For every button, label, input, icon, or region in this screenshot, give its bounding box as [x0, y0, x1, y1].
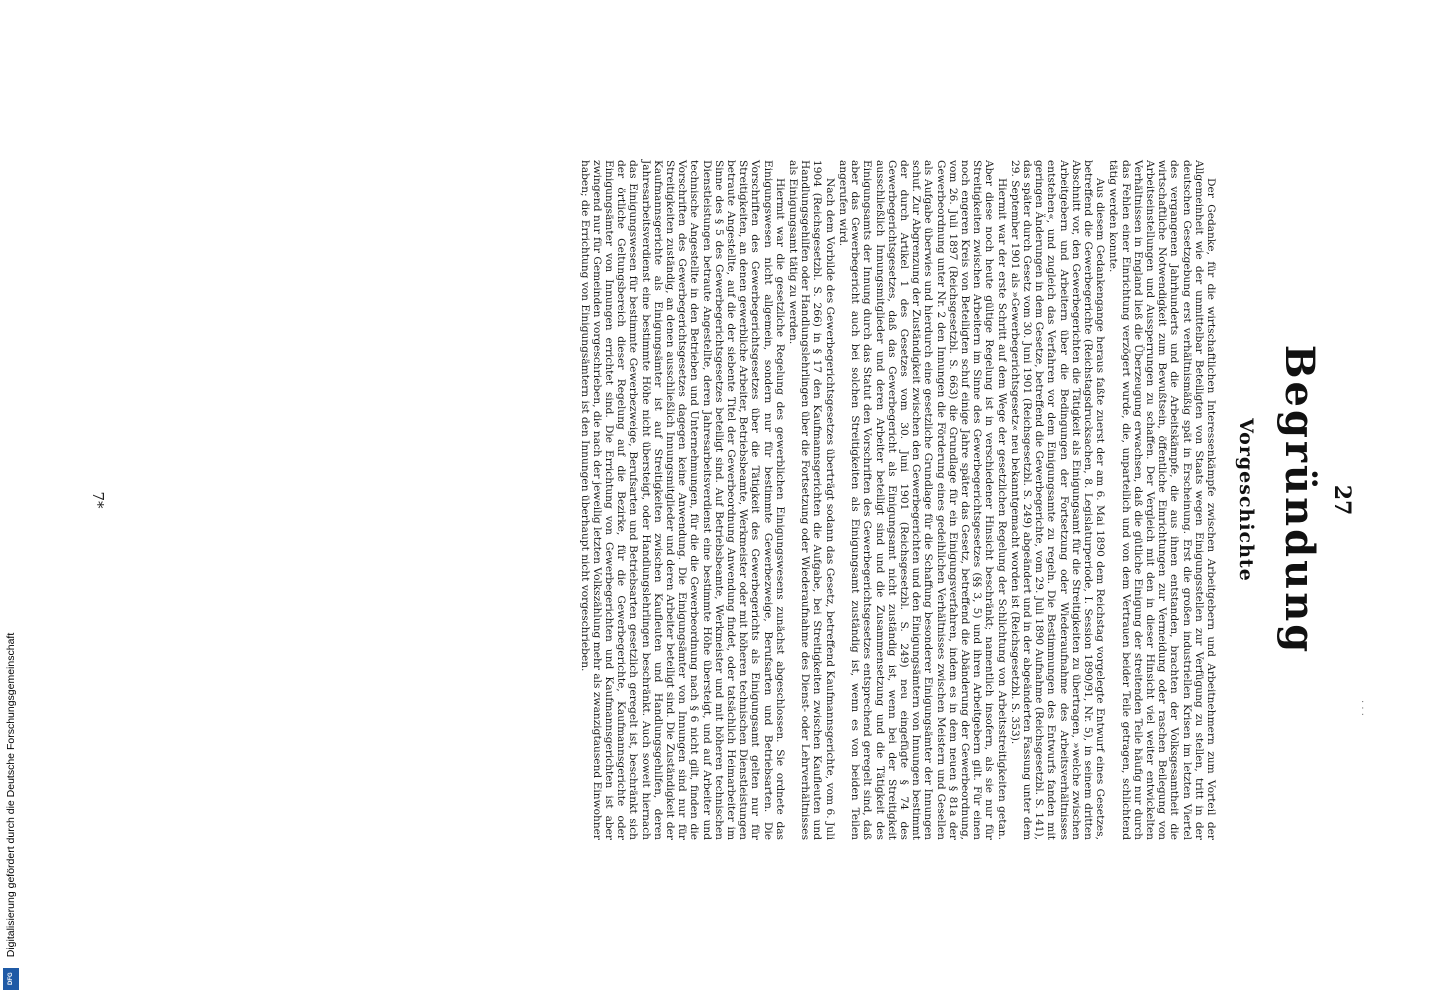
dfg-logo-icon: DFG: [3, 968, 19, 990]
paragraph-5: Hiermit war die gesetzliche Regelung des gewerblichen Einigungswesens zunächst abgeschlossen. Sie ordnete das Einigungswesen nicht allgemein, sondern nur für bestimmte Gewerbezweige, Berufsarten und Betriebsarten. Die Vorschriften des Gewerbegerichtsgesetzes über die Tätigkeit des Gewerbegerichts als Einigungsamt gelten nur für Streitigkeiten, an denen gewerbliche Arbeiter, Betriebsbeamte, Werkmeister oder mit höheren technischen Dienstleistungen betraute Angestellte, auf die der siebente Titel der Gewerbeordnung Anwendung findet, oder tatsächlich Heimarbeiter im Sinne des § 5 des Gewerbegerichtsgesetzes beteiligt sind. Auf Betriebsbeamte, Werkmeister und mit höheren technischen Dienstleistungen betraute Angestellte, deren Jahresarbeitsverdienst eine bestimmte Höhe übersteigt, und auf Arbeiter und technische Angestellte in den Betrieben und Unternehmungen, für die die Gewerbeordnung nach § 6 nicht gilt, finden die Vorschriften des Gewerbegerichtsgesetzes dagegen keine Anwendung. Die Einigungsämter von Innungen sind nur für Streitigkeiten zuständig, an denen ausschließlich Innungsmitglieder und deren Arbeiter beteiligt sind. Die Zuständigkeit der Kaufmannsgerichte als Einigungsämter ist auf Streitigkeiten zwischen Kaufleuten und Handlungsgehilfen, deren Jahresarbeitsverdienst eine bestimmte Höhe nicht übersteigt, oder Handlungslehrlingen beschränkt. Auch soweit hiernach das Einigungswesen für bestimmte Gewerbezweige, Berufsarten und Betriebsarten gesetzlich geregelt ist, beschränkt sich der örtliche Geltungsbereich dieser Regelung auf die Bezirke, für die Gewerbegerichte, Kaufmannsgerichte oder Einigungsämter von Innungen errichtet sind. Die Errichtung von Gewerbegerichten und Kaufmannsgerichten ist aber zwingend nur für Gemeinden vorgeschrieben, die nach der jeweilig letzten Volkszählung mehr als zwanzigtausend Einwohner haben; die Errichtung von Einigungsämtern ist den Innungen überhaupt nicht vorgeschrieben.: [578, 160, 786, 840]
header-dots: · · ·: [1356, 700, 1367, 716]
paragraph-2: Aus diesem Gedankengange heraus faßte zuerst der am 6. Mai 1890 dem Reichstag vorgelegte Entwurf eines Gesetzes, betreffend die Gewerbegerichte (Reichstagsdrucksachen, 8. Legislaturperiode, I. Session 1890/91, Nr. 5), in seinem dritten Abschnitt vor, den Gewerbegerichten die Tätigkeit als Einigungsamt für die Streitigkeiten zu übertragen, »welche zwischen Arbeitgebern und Arbeitern über die Bedingungen der Fortsetzung oder Wiederaufnahme des Arbeitsverhältnisses entstehen«, und zugleich das Verfahren vor dem Einigungsamte zu regeln. Die Bestimmungen des Entwurfs fanden mit geringen Änderungen in dem Gesetze, betreffend die Gewerbegerichte, vom 29. Juli 1890 Aufnahme (Reichsgesetzbl. S. 141), das später durch Gesetz vom 30. Juni 1901 (Reichsgesetzbl. S. 249) abgeändert und in der abgeänderten Fassung unter dem 29. September 1901 als »Gewerbegerichtsgesetz« neu bekanntgemacht worden ist (Reichsgesetzbl. S. 353).: [1008, 160, 1107, 840]
page-title: Begründung: [1276, 344, 1323, 656]
signature-mark: 7*: [89, 491, 107, 509]
paragraph-4: Nach dem Vorbilde des Gewerbegerichtsgesetzes überträgt sodann das Gesetz, betreffend Kaufmannsgerichte, vom 6. Juli 1904 (Reichsgesetzbl. S. 266) in § 17 den Kaufmannsgerichten die Aufgabe, bei Streitigkeiten zwischen Kaufleuten und Handlungsgehilfen oder Handlungslehrlingen über die Fortsetzung oder Wiederaufnahme des Dienst- oder Lehrverhältnisses als Einigungsamt tätig zu werden.: [787, 160, 836, 840]
page-number: 27: [1329, 484, 1355, 516]
rotated-document: [37, 60, 1397, 940]
paragraph-3: Hiermit war der erste Schritt auf dem Wege der gesetzlichen Regelung der Schlichtung von Arbeitsstreitigkeiten getan. Aber diese noch heute gültige Regelung ist in verschiedener Hinsicht beschränkt; namentlich insofern, als sie nur für Streitigkeiten zwischen Arbeitern im Sinne des Gewerbegerichtsgesetzes (§§ 3, 5) und ihren Arbeitgebern gilt. Für einen noch engeren Kreis von Beteiligten schuf einige Jahre später das Gesetz, betreffend die Abänderung der Gewerbeordnung, vom 26. Juli 1897 (Reichsgesetzbl. S. 663) die Grundlage für ein Einigungsverfahren, indem es in dem neuen § 81a der Gewerbeordnung unter Nr. 2 den Innungen die Förderung eines gedeihlichen Verhältnisses zwischen Meistern und Gesellen als Aufgabe überwies und hierdurch eine gesetzliche Grundlage für die Schaffung besonderer Einigungsämter der Innungen schuf. Zur Abgrenzung der Zuständigkeit zwischen den Gewerbegerichten und den Einigungsämtern von Innungen bestimmt der durch Artikel 1 des Gesetzes vom 30. Juni 1901 (Reichsgesetzbl. S. 249) neu eingefügte § 74 des Gewerbegerichtsgesetzes, daß das Gewerbegericht als Einigungsamt nicht zuständig ist, wenn bei der Streitigkeit ausschließlich Innungsmitglieder und deren Arbeiter beteiligt sind und die Zusammensetzung und die Tätigkeit des Einigungsamts der Innung durch das Statut den Vorschriften des Gewerbegerichtsgesetzes entsprechend geregelt sind, daß aber das Gewerbegericht auch bei solchen Streitigkeiten als Einigungsamt zuständig ist, wenn es von beiden Teilen angerufen wird.: [836, 160, 1008, 840]
paragraph-1: Der Gedanke, für die wirtschaftlichen Interessenkämpfe zwischen Arbeitgebern und Arbeitnehmern zum Vorteil der Allgemeinheit wie der unmittelbar Beteiligten von Staats wegen Einigungsstellen zur Verfügung zu stellen, tritt in der deutschen Gesetzgebung erst verhältnismäßig spät in Erscheinung. Erst die großen industriellen Krisen im letzten Viertel des vergangenen Jahrhunderts und die Arbeitskämpfe, die aus ihnen entstanden, brachten der Volksgesamtheit die wirtschaftliche Notwendigkeit zum Bewußtsein, öffentliche Einrichtungen zur Vermeidung oder raschen Beilegung von Arbeitseinstellungen und Aussperrungen zu schaffen. Der Vergleich mit den in dieser Hinsicht viel weiter entwickelten Verhältnissen in England ließ die Überzeugung erwachsen, daß die gütliche Einigung der streitenden Teile häufig nur durch das Fehlen einer Einrichtung verzögert wurde, die, unparteilich und von dem Vertrauen beider Teile getragen, schlichtend tätig werden konnte.: [1107, 160, 1217, 840]
body-text: [577, 160, 1217, 840]
section-subtitle: Vorgeschichte: [1235, 418, 1257, 582]
attribution-text: Digitalisierung gefördert durch die Deutsche Forschungsgemeinschaft: [5, 632, 17, 958]
attribution-strip: [0, 0, 22, 1000]
